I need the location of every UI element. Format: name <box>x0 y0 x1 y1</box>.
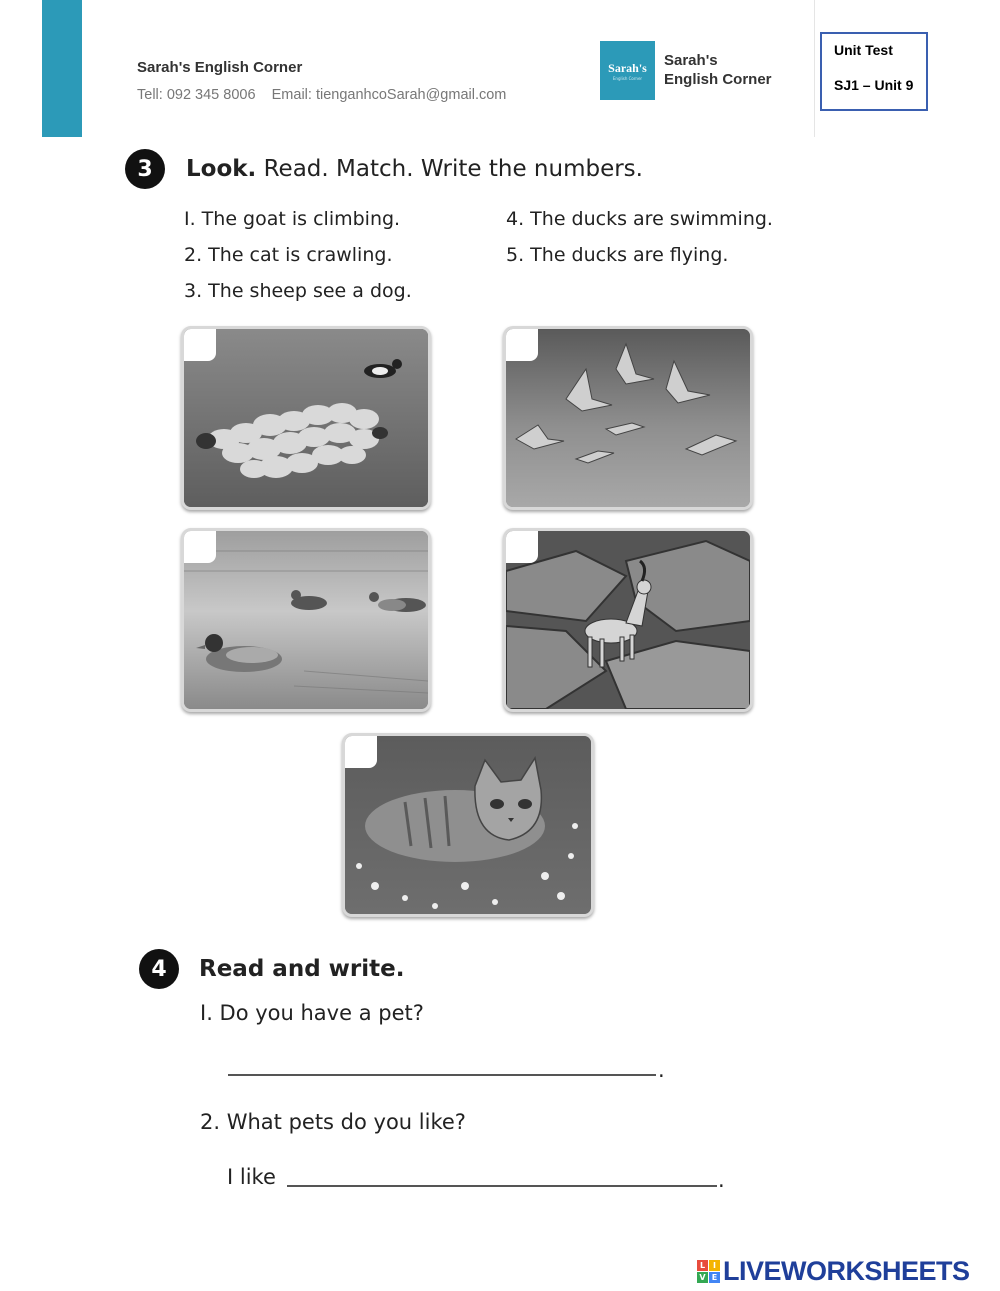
answer-line-2[interactable] <box>287 1185 717 1187</box>
liveworksheets-wordmark: LIVEWORKSHEETS <box>723 1256 970 1286</box>
header-accent-bar <box>42 0 82 137</box>
match-item-5: 5. The ducks are flying. <box>506 244 729 266</box>
unit-code: SJ1 – Unit 9 <box>834 77 914 93</box>
photo-sheep-dog <box>181 326 431 510</box>
lw-icon-l: L <box>697 1260 708 1271</box>
logo-caption-line2: English Corner <box>664 71 772 88</box>
logo-big-text: Sarah's <box>608 60 647 75</box>
section3-title-bold: Look. <box>186 156 257 182</box>
brand-logo <box>600 41 655 100</box>
answer-box-1 <box>184 329 216 361</box>
answer-box-3 <box>184 531 216 563</box>
answer-2-prefix: I like <box>227 1165 276 1189</box>
brand-name: Sarah's English Corner <box>137 59 303 76</box>
question-2: 2. What pets do you like? <box>200 1110 466 1134</box>
answer-box-5 <box>345 736 377 768</box>
section3-title-rest: Read. Match. Write the numbers. <box>256 156 643 182</box>
answer-2-end: . <box>718 1168 725 1192</box>
match-item-3: 3. The sheep see a dog. <box>184 280 412 302</box>
match-item-2: 2. The cat is crawling. <box>184 244 393 266</box>
answer-line-1[interactable] <box>228 1074 656 1076</box>
match-item-1: I. The goat is climbing. <box>184 208 401 230</box>
photo-cat-crawling <box>342 733 594 917</box>
photo-goat-climbing <box>503 528 753 712</box>
match-item-4: 4. The ducks are swimming. <box>506 208 773 230</box>
answer-box-2 <box>506 329 538 361</box>
section4-number: 4 <box>139 949 179 989</box>
header-divider <box>814 0 815 137</box>
answer-box-4 <box>506 531 538 563</box>
section3-title <box>186 156 643 182</box>
logo-caption-line1: Sarah's <box>664 52 718 69</box>
logo-caption <box>664 51 804 89</box>
section4-title: Read and write. <box>199 956 405 982</box>
contact-info: Tell: 092 345 8006 Email: tienganhcoSarah@gmail.com <box>137 87 507 103</box>
photo-ducks-flying <box>503 326 753 510</box>
unit-info-box <box>820 32 928 111</box>
liveworksheets-logo <box>697 1256 970 1287</box>
answer-1-end: . <box>658 1058 665 1082</box>
lw-icon-i: I <box>709 1260 720 1271</box>
lw-icon-e: E <box>709 1272 720 1283</box>
section3-number: 3 <box>125 149 165 189</box>
logo-small-text: English Corner <box>612 75 643 81</box>
liveworksheets-icon <box>697 1260 720 1283</box>
unit-title: Unit Test <box>834 42 893 58</box>
question-1: I. Do you have a pet? <box>200 1001 424 1025</box>
lw-icon-v: V <box>697 1272 708 1283</box>
photo-ducks-swimming <box>181 528 431 712</box>
